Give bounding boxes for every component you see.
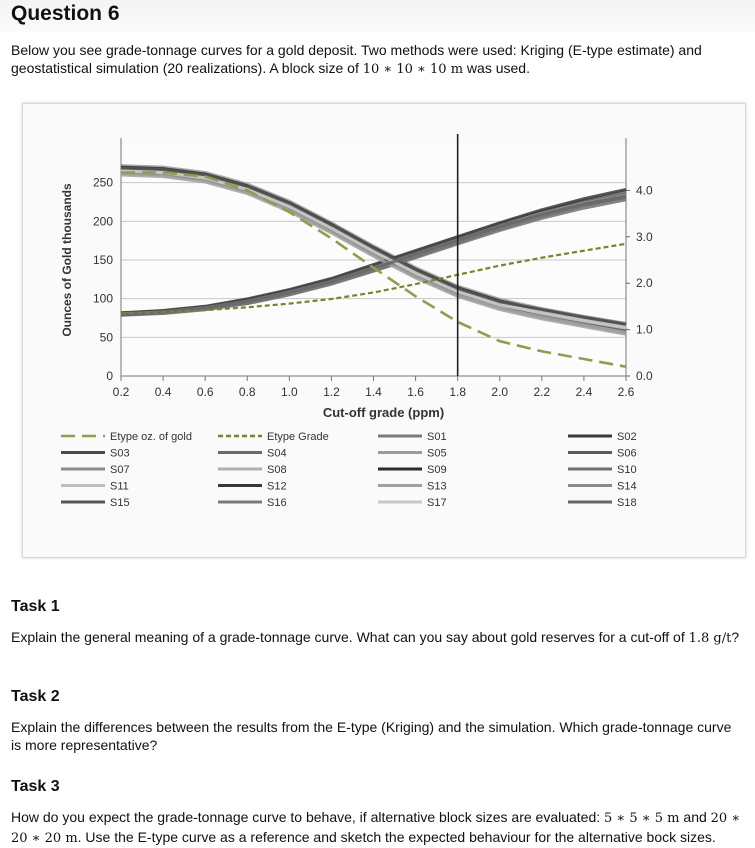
grade-tonnage-chart: [23, 104, 745, 557]
legend-label: Etype oz. of gold: [110, 431, 192, 443]
legend-label: S16: [267, 497, 287, 509]
legend-label: S14: [617, 480, 637, 493]
x-tick-label: 0.6: [196, 385, 214, 399]
legend-label: S18: [617, 497, 637, 509]
x-tick-label: 1.6: [407, 385, 424, 399]
block-size-math: 10 ∗ 10 ∗ 10 m: [362, 62, 464, 77]
y-right-tick-label: 0.0: [636, 369, 653, 383]
legend-label: S01: [427, 431, 447, 443]
legend-label: S05: [427, 447, 447, 460]
y-axis-title: Ounces of Gold thousands: [60, 183, 74, 337]
y-left-tick-label: 0: [106, 369, 113, 383]
x-tick-label: 2.6: [617, 385, 635, 399]
legend-label: S09: [427, 464, 447, 476]
task-3-text-body: How do you expect the grade-tonnage curve to behave, if alternative block sizes are evaluated:: [11, 809, 605, 825]
legend-label: S13: [427, 480, 447, 493]
x-tick-label: 1.2: [323, 385, 340, 399]
task-3-text-mid: and: [679, 809, 711, 825]
question-title: Question 6: [11, 2, 120, 25]
task-1-text: [11, 628, 741, 648]
legend-label: S06: [617, 447, 637, 460]
legend-label: Etype Grade: [267, 431, 329, 443]
x-tick-label: 0.8: [238, 385, 256, 399]
legend-label: S02: [617, 431, 637, 443]
question-intro: [11, 41, 741, 79]
y-left-tick-label: 150: [92, 253, 113, 267]
y-left-tick-label: 200: [92, 214, 113, 229]
task-3-text-end: . Use the E-type curve as a reference and sketch the expected behaviour for the alternative bock sizes.: [77, 829, 716, 845]
y-left-tick-label: 250: [92, 175, 113, 190]
x-axis-title: Cut-off grade (ppm): [322, 405, 445, 420]
task-1-text-end: ?: [731, 629, 740, 645]
task-2-title: Task 2: [11, 688, 60, 705]
legend-label: S10: [617, 464, 637, 476]
x-tick-label: 1.4: [365, 385, 382, 399]
y-left-tick-label: 50: [99, 330, 113, 345]
task-3-text: [11, 808, 741, 848]
legend-label: S03: [110, 447, 130, 460]
legend-label: S07: [110, 464, 130, 476]
x-tick-label: 1.8: [449, 385, 467, 399]
legend-label: S08: [267, 464, 287, 476]
intro-end: was used.: [463, 60, 530, 76]
x-tick-label: 2.0: [491, 385, 509, 399]
x-tick-label: 1.0: [280, 385, 298, 399]
y-right-tick-label: 4.0: [636, 183, 653, 198]
intro-text: Below you see grade-tonnage curves for a gold deposit. Two methods were used: Kriging (E-type estimate) and geostatistical simulation (20 realizations). A block size of: [11, 42, 702, 76]
y-right-tick-label: 3.0: [636, 229, 653, 244]
grade-tonnage-figure: [22, 103, 746, 558]
task-3-math-1: 5 ∗ 5 ∗ 5 m: [604, 811, 680, 826]
x-tick-label: 2.2: [533, 385, 551, 399]
legend-label: S04: [267, 447, 287, 460]
x-tick-label: 0.2: [112, 385, 130, 399]
task-3-math-2: 20 ∗ 20 ∗ 20 m: [11, 811, 741, 846]
x-tick-label: 2.4: [575, 385, 593, 399]
task-1-title: Task 1: [11, 598, 60, 615]
task-3-title: Task 3: [11, 778, 60, 795]
legend-label: S11: [110, 480, 129, 493]
task-1-text-body: Explain the general meaning of a grade-tonnage curve. What can you say about gold reserves for a cut-off of: [11, 629, 689, 645]
y-right-tick-label: 1.0: [636, 322, 653, 337]
y-right-tick-label: 2.0: [636, 276, 653, 291]
legend-label: S17: [427, 497, 447, 509]
task-2-text: Explain the differences between the results from the E-type (Kriging) and the simulation. Which grade-tonnage curve is more representative?: [11, 719, 732, 753]
x-tick-label: 0.4: [154, 385, 172, 399]
y-left-tick-label: 100: [92, 291, 113, 306]
legend-label: S15: [110, 497, 130, 509]
task-1-math: 1.8 g/t: [688, 631, 732, 646]
legend-label: S12: [267, 480, 287, 493]
